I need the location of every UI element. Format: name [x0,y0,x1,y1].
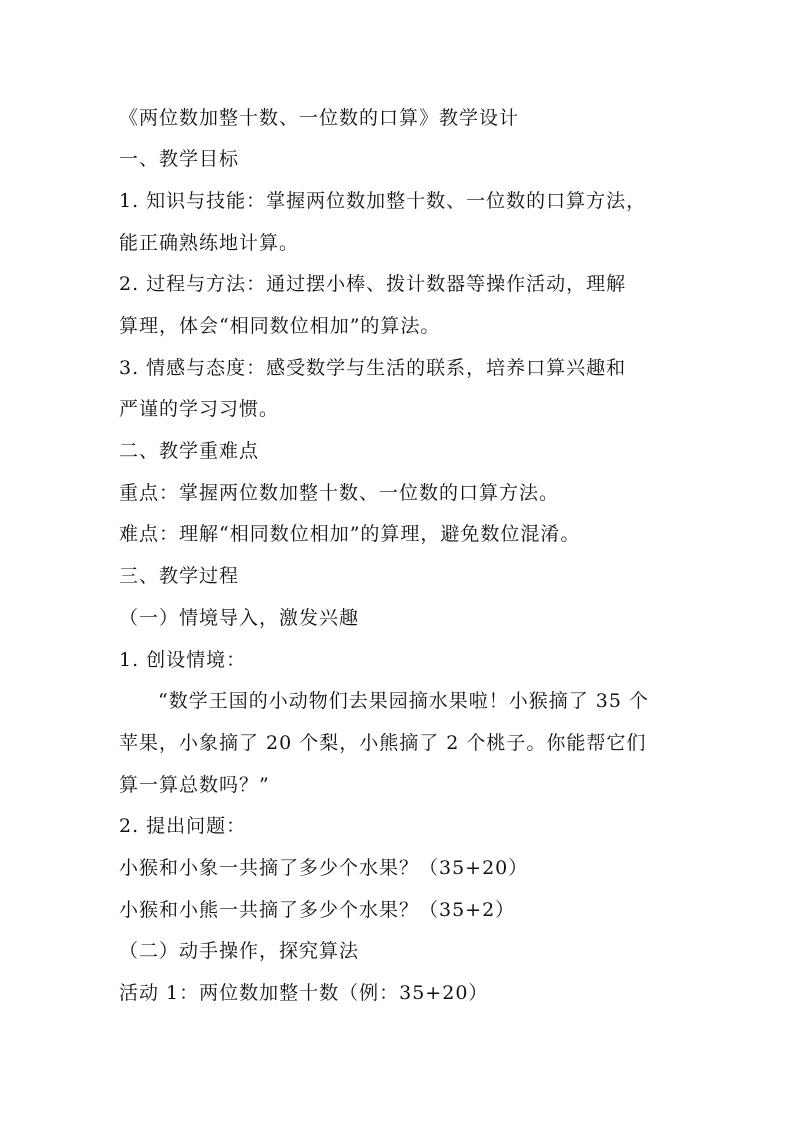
paragraph-line: 2. 过程与方法：通过摆小棒、拨计数器等操作活动，理解 [119,273,627,295]
paragraph-line: 严谨的学习习惯。 [119,398,280,420]
paragraph-line: 1. 创设情境： [119,649,247,671]
quote-line: 算一算总数吗？” [119,774,270,796]
paragraph-line: 小猴和小象一共摘了多少个水果？（35+20） [119,857,529,879]
document-title: 《两位数加整十数、一位数的口算》教学设计 [119,107,520,129]
subsection-heading: （二）动手操作，探究算法 [119,940,360,962]
section-heading: 三、教学过程 [119,565,240,587]
quote-line: 苹果，小象摘了 20 个梨，小熊摘了 2 个桃子。你能帮它们 [119,732,647,754]
subsection-heading: （一）情境导入，激发兴趣 [119,607,360,629]
paragraph-line: 难点：理解“相同数位相加”的算理，避免数位混淆。 [119,523,581,545]
paragraph-line: 能正确熟练地计算。 [119,232,300,254]
section-heading: 一、教学目标 [119,148,240,170]
paragraph-line: 活动 1：两位数加整十数（例：35+20） [119,982,489,1004]
section-heading: 二、教学重难点 [119,440,260,462]
paragraph-line: 重点：掌握两位数加整十数、一位数的口算方法。 [119,482,560,504]
paragraph-line: 2. 提出问题： [119,815,247,837]
quote-line: “数学王国的小动物们去果园摘水果啦！小猴摘了 35 个 [158,690,649,712]
paragraph-line: 1. 知识与技能：掌握两位数加整十数、一位数的口算方法， [119,190,647,212]
paragraph-line: 算理，体会“相同数位相加”的算法。 [119,315,441,337]
paragraph-line: 3. 情感与态度：感受数学与生活的联系，培养口算兴趣和 [119,357,627,379]
paragraph-line: 小猴和小熊一共摘了多少个水果？（35+2） [119,899,516,921]
